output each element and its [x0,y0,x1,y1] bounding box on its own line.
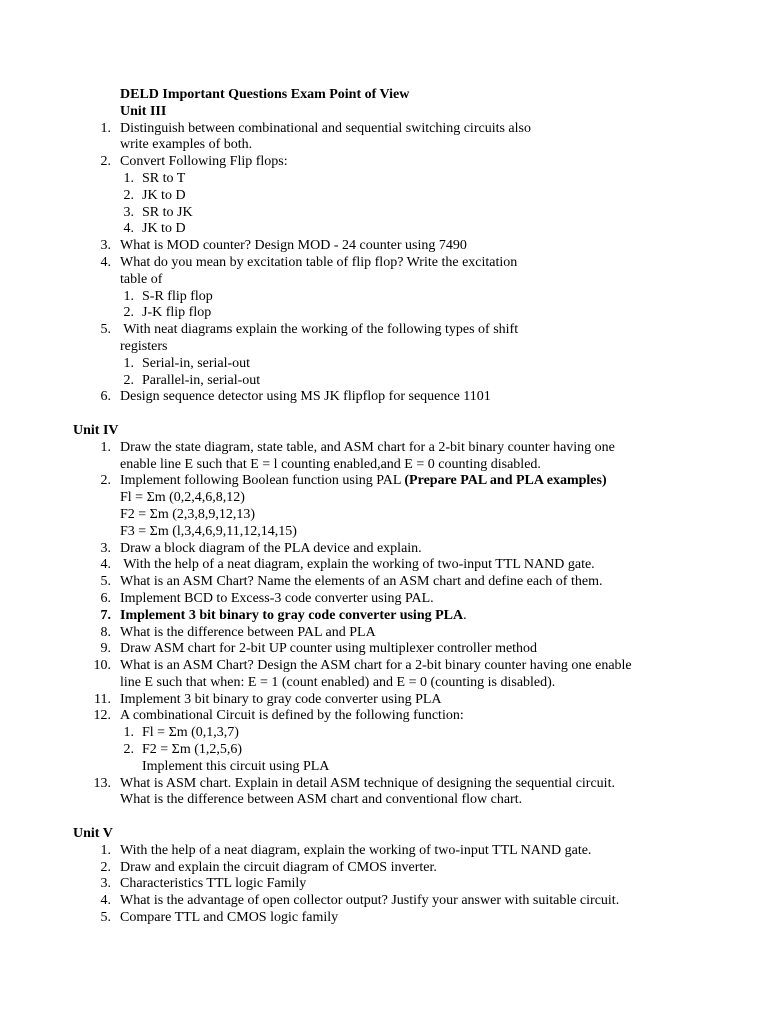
sub-item-text: J-K flip flop [142,305,212,321]
item-number: 8. [100,624,111,640]
sub-list-item [0,725,768,742]
sub-list-item [0,742,768,759]
sub-list-item [0,205,768,222]
list-item [0,641,768,658]
spacer [0,809,768,826]
item-text: Implement BCD to Excess-3 code converter using PAL. [120,590,434,606]
list-item-continuation [0,137,768,154]
list-item-continuation [0,675,768,692]
sub-item-text: Serial-in, serial-out [142,355,251,371]
list-item [0,541,768,558]
list-item [0,255,768,272]
formula-text: Fl = Σm (0,2,4,6,8,12) [120,490,245,506]
list-item [0,154,768,171]
item-text-bold: Implement 3 bit binary to gray code converter using PLA [120,607,464,623]
unit-5-heading: Unit V [73,826,113,842]
list-item [0,608,768,625]
item-number: 3. [100,238,111,254]
sub-item-text: S-R flip flop [142,288,213,304]
formula-line [0,490,768,507]
item-number: 3. [100,540,111,556]
unit-3-heading: Unit III [120,103,167,119]
item-text: registers [120,338,168,354]
item-number: 6. [100,590,111,606]
sub-item-text: JK to D [142,221,186,237]
item-text: With the help of a neat diagram, explain the working of two-input TTL NAND gate. [120,842,592,858]
list-item [0,574,768,591]
list-item [0,910,768,927]
list-item [0,440,768,457]
unit-3-heading-line [0,104,768,121]
sub-item-text: Parallel-in, serial-out [142,372,261,388]
list-item [0,625,768,642]
sub-item-text: F2 = Σm (1,2,5,6) [142,742,243,758]
item-number: 4. [100,893,111,909]
list-item [0,389,768,406]
formula-line [0,524,768,541]
sub-list-item [0,373,768,390]
item-text: What is an ASM Chart? Design the ASM chart for a 2-bit binary counter having one enable [120,658,632,674]
item-text: write examples of both. [120,137,253,153]
item-text-emphasis: (Prepare PAL and PLA examples) [404,473,607,489]
item-text: What is the difference between PAL and PLA [120,624,376,640]
item-number: 1. [100,120,111,136]
list-item [0,843,768,860]
item-text: enable line E such that E = l counting enabled,and E = 0 counting disabled. [120,456,541,472]
list-item [0,893,768,910]
list-item [0,322,768,339]
sub-item-number: 3. [123,204,134,220]
item-number: 7. [100,607,111,623]
sub-item-number: 1. [123,725,134,741]
item-number: 11. [94,691,111,707]
unit-4-heading-line [0,423,768,440]
list-item [0,591,768,608]
sub-item-number: 2. [123,305,134,321]
item-text: Convert Following Flip flops: [120,154,288,170]
item-text: Draw a block diagram of the PLA device and explain. [120,540,422,556]
sub-list-item [0,305,768,322]
item-text: A combinational Circuit is defined by the following function: [120,708,464,724]
item-text [120,608,467,625]
item-text: line E such that when: E = 1 (count enabled) and E = 0 (counting is disabled). [120,674,556,690]
item-text: Implement 3 bit binary to gray code converter using PLA [120,691,442,707]
item-text: What do you mean by excitation table of flip flop? Write the excitation [120,254,518,270]
document-title-line [0,87,768,104]
item-text: Compare TTL and CMOS logic family [120,910,339,926]
list-item [0,860,768,877]
sub-item-number: 1. [123,170,134,186]
sub-item-text: Fl = Σm (0,1,3,7) [142,725,239,741]
item-number: 3. [100,876,111,892]
list-item [0,776,768,793]
item-text-end: . [463,607,467,623]
item-number: 12. [93,708,111,724]
item-number: 1. [100,439,111,455]
document-page [0,87,768,927]
sub-item-number: 2. [123,372,134,388]
unit-4-heading: Unit IV [73,422,119,438]
unit-5-heading-line [0,826,768,843]
item-number: 2. [100,473,111,489]
item-text: With neat diagrams explain the working of the following types of shift [120,322,519,338]
list-item [0,658,768,675]
item-text: table of [120,271,163,287]
sub-list-item [0,221,768,238]
sub-item-number: 2. [123,187,134,203]
item-text: What is MOD counter? Design MOD - 24 counter using 7490 [120,238,467,254]
sub-list-item [0,171,768,188]
item-number: 9. [100,641,111,657]
formula-text: F3 = Σm (l,3,4,6,9,11,12,14,15) [120,523,297,539]
sub-item-number: 1. [123,355,134,371]
list-item-continuation [0,339,768,356]
item-text: What is the difference between ASM chart and conventional flow chart. [120,792,523,808]
formula-text: F2 = Σm (2,3,8,9,12,13) [120,506,256,522]
list-item-continuation [0,759,768,776]
item-text: Characteristics TTL logic Family [120,876,307,892]
item-number: 5. [100,910,111,926]
item-number: 5. [100,574,111,590]
item-text: Design sequence detector using MS JK flipflop for sequence 1101 [120,389,491,405]
item-number: 4. [100,254,111,270]
sub-list-item [0,356,768,373]
list-item [0,876,768,893]
sub-list-item [0,188,768,205]
sub-list-item [0,289,768,306]
item-number: 2. [100,154,111,170]
document-title: DELD Important Questions Exam Point of View [120,87,410,102]
spacer [0,406,768,423]
sub-item-text: SR to JK [142,204,193,220]
list-item-continuation [0,457,768,474]
list-item [0,473,768,490]
list-item [0,238,768,255]
item-text: With the help of a neat diagram, explain the working of two-input TTL NAND gate. [120,557,595,573]
list-item-continuation [0,792,768,809]
list-item [0,692,768,709]
list-item [0,121,768,138]
sub-item-number: 1. [123,288,134,304]
item-text: Implement this circuit using PLA [142,758,330,774]
item-text: Draw and explain the circuit diagram of CMOS inverter. [120,859,437,875]
item-text: Distinguish between combinational and sequential switching circuits also [120,120,531,136]
item-number: 10. [93,658,111,674]
sub-item-number: 2. [123,742,134,758]
item-number: 5. [100,322,111,338]
list-item-continuation [0,272,768,289]
item-text [120,473,607,490]
item-text-main: Implement following Boolean function using PAL [120,473,405,489]
list-item [0,708,768,725]
sub-item-text: JK to D [142,187,186,203]
sub-item-text: SR to T [142,170,186,186]
item-number: 6. [100,389,111,405]
item-text: Draw ASM chart for 2-bit UP counter using multiplexer controller method [120,641,538,657]
item-text: What is an ASM Chart? Name the elements of an ASM chart and define each of them. [120,574,603,590]
item-number: 1. [100,842,111,858]
item-number: 2. [100,859,111,875]
item-text: What is ASM chart. Explain in detail ASM technique of designing the sequential circuit. [120,775,615,791]
item-text: What is the advantage of open collector output? Justify your answer with suitable circuit. [120,893,620,909]
item-number: 13. [93,775,111,791]
sub-item-number: 4. [123,221,134,237]
formula-line [0,507,768,524]
list-item [0,557,768,574]
item-text: Draw the state diagram, state table, and ASM chart for a 2-bit binary counter having one [120,439,615,455]
item-number: 4. [100,557,111,573]
